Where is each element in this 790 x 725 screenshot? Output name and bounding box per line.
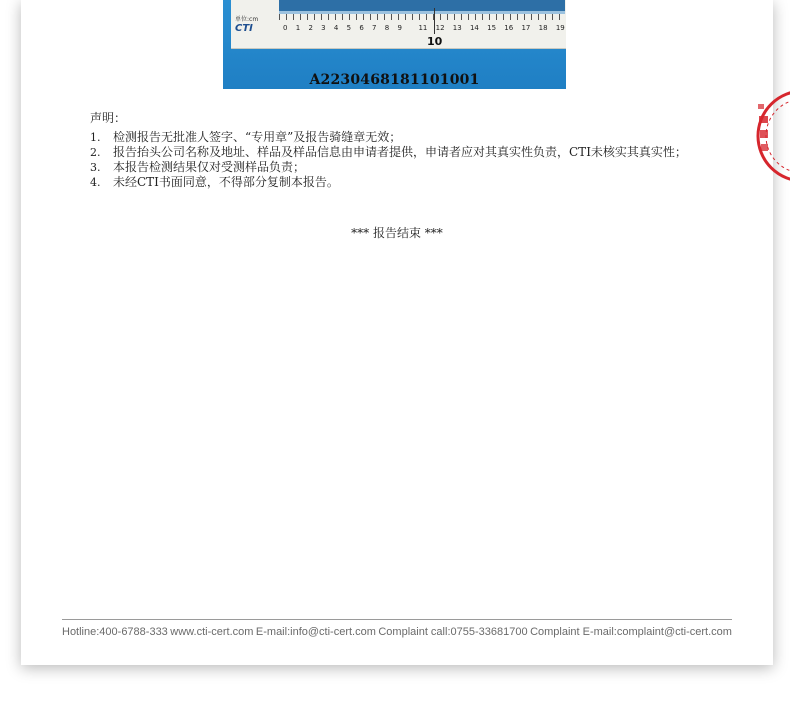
ruler-number: 14 <box>469 24 479 32</box>
ruler-number: 5 <box>346 24 352 32</box>
ruler <box>231 0 566 49</box>
company-seal-icon <box>753 86 790 186</box>
ruler-number: 2 <box>308 24 313 32</box>
ruler-logo: CTI <box>235 23 253 34</box>
ruler-number: 12 <box>435 24 445 32</box>
ruler-number: 8 <box>384 24 390 32</box>
footer-divider <box>62 619 732 620</box>
footer-website: www.cti-cert.com <box>170 626 254 638</box>
declaration-item <box>90 145 700 160</box>
report-page <box>21 0 773 665</box>
declaration-item <box>90 160 700 175</box>
declaration-item <box>90 175 700 190</box>
declaration-title: 声明： <box>90 111 127 125</box>
ruler-major-number: 10 <box>427 35 443 48</box>
ruler-number: 4 <box>333 24 339 32</box>
ruler-number: 15 <box>487 24 497 32</box>
ruler-number: 7 <box>372 24 377 32</box>
ruler-number: 13 <box>452 24 462 32</box>
footer-hotline: Hotline:400-6788-333 <box>62 626 168 638</box>
footer-email: E-mail:info@cti-cert.com <box>255 626 376 638</box>
declaration-item <box>90 130 700 145</box>
footer-complaint-call: Complaint call:0755-33681700 <box>378 626 528 638</box>
ruler-numbers <box>283 24 565 32</box>
ruler-number: 9 <box>397 24 402 32</box>
report-end-mark: *** 报告结束 *** <box>351 226 443 240</box>
declaration-item-text: 检测报告无批准人签字、“专用章”及报告骑缝章无效； <box>113 130 402 144</box>
footer-complaint-email: Complaint E-mail:complaint@cti-cert.com <box>530 626 732 638</box>
ruler-unit-label: 单位:cm <box>235 16 259 23</box>
declaration-item-text: 未经CTI书面同意，不得部分复制本报告。 <box>113 175 339 189</box>
ruler-number: 19 <box>555 24 565 32</box>
ruler-number: 18 <box>538 24 548 32</box>
declaration-item-number: 3. <box>90 161 101 174</box>
declaration-item-text: 本报告检测结果仅对受测样品负责； <box>113 160 306 174</box>
footer <box>62 626 732 638</box>
ruler-number: 3 <box>321 24 326 32</box>
ruler-number: 1 <box>295 24 301 32</box>
sample-photo <box>223 0 566 89</box>
ruler-number: 6 <box>359 24 364 32</box>
declaration-list <box>90 130 700 190</box>
ruler-number: 11 <box>418 24 428 32</box>
sample-code: A2230468181101001 <box>309 72 480 88</box>
declaration-item-text: 报告抬头公司名称及地址、样品及样品信息由申请者提供，申请者应对其真实性负责，CTI未核实其真实性； <box>113 145 687 159</box>
ruler-number: 16 <box>504 24 514 32</box>
ruler-number: 0 <box>283 24 288 32</box>
declaration-item-number: 1. <box>90 131 101 144</box>
declaration-item-number: 4. <box>90 176 101 189</box>
ruler-number: 17 <box>521 24 531 32</box>
declaration-item-number: 2. <box>90 146 101 159</box>
